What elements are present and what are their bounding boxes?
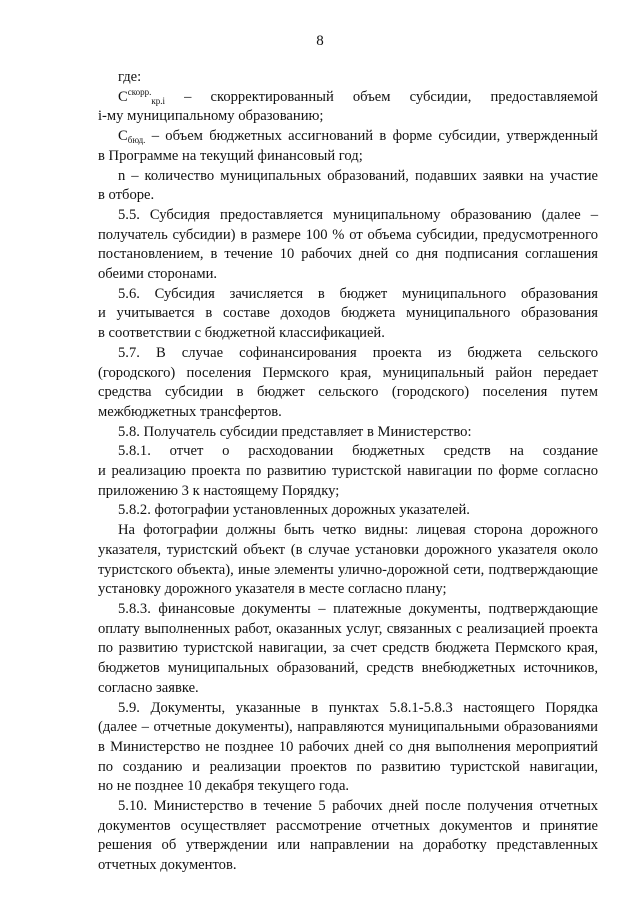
paragraph-line: в Министерство не позднее 10 рабочих дней со дня выполнения мероприятий: [98, 738, 598, 755]
paragraph-line: На фотографии должны быть четко видны: лицевая сторона дорожного: [118, 522, 598, 539]
paragraph-line: в соответствии с бюджетной классификацией.: [98, 325, 385, 342]
formula-symbol: С: [118, 128, 128, 145]
paragraph-line: 5.5. Субсидия предоставляется муниципальному образованию (далее –: [118, 206, 598, 223]
paragraphs: [98, 206, 598, 876]
paragraph-line: 5.7. В случае софинансирования проекта из бюджета сельского: [118, 344, 598, 361]
paragraph-line: средства субсидии в бюджет сельского (городского) поселения путем: [98, 384, 598, 401]
paragraph-p583: [98, 600, 598, 699]
paragraph-line: (городского) поселения Пермского края, муниципальный район передает: [98, 364, 598, 381]
page-number: 8: [316, 33, 324, 49]
paragraph-line: 5.8.3. финансовые документы – платежные документы, подтверждающие: [118, 600, 598, 617]
paragraph-line: по созданию и реализации проектов по развитию туристской навигации,: [98, 758, 598, 775]
where-label: где:: [118, 69, 142, 85]
paragraph-line: 5.8. Получатель субсидии представляет в Министерство:: [118, 423, 472, 440]
paragraph-p58: [118, 423, 598, 443]
paragraph-line: 5.9. Документы, указанные в пунктах 5.8.1-5.8.3 настоящего Порядка: [118, 699, 598, 716]
paragraph-line: обеими сторонами.: [98, 266, 218, 283]
paragraph-line: приложению 3 к настоящему Порядку;: [98, 482, 340, 499]
paragraph-line: и учитывается в составе доходов бюджета муниципального образования: [98, 305, 598, 322]
paragraph-line: и реализацию проекта по развитию туристской навигации по форме согласно: [98, 463, 598, 480]
paragraph-line: но не позднее 10 декабря текущего года.: [98, 778, 350, 795]
paragraph-line: бюджетов муниципальных образований, средств внебюджетных источников,: [98, 660, 598, 677]
paragraph-line: отчетных документов.: [98, 857, 237, 874]
paragraph-p581: [98, 442, 598, 501]
paragraph-p582b: [98, 521, 598, 600]
paragraph-p510: [98, 797, 598, 876]
document-body: [98, 68, 598, 876]
formula-superscript: скорр.: [127, 86, 152, 97]
paragraph-line: получатель субсидии) в размере 100 % от объема субсидии, предусмотренного: [98, 226, 598, 243]
paragraph-line: (далее – отчетные документы), направляются муниципальными образованиями: [98, 719, 598, 736]
paragraph-line: установку дорожного указателя в месте согласно плану;: [98, 581, 447, 598]
paragraph-line: постановлением, в течение 10 рабочих дней со дня подписания соглашения: [98, 246, 598, 263]
paragraph-line: документов осуществляет рассмотрение отчетных документов и принятие: [98, 817, 598, 834]
paragraph-line: указателя, туристский объект (в случае установки дорожного указателя около: [98, 541, 598, 558]
formula-line-cbud-cont: в Программе на текущий финансовый год;: [98, 147, 363, 164]
paragraph-line: согласно заявке.: [98, 679, 199, 696]
paragraph-line: решения об утверждении или направлении на доработку представленных: [98, 837, 598, 854]
paragraph-line: 5.8.2. фотографии установленных дорожных указателей.: [118, 502, 470, 519]
paragraph-line: межбюджетных трансфертов.: [98, 403, 282, 420]
formula-line-ckorr-cont: i-му муниципальному образованию;: [98, 108, 324, 125]
paragraph-p56: [98, 285, 598, 344]
formula-subscript: кр.i: [151, 95, 166, 106]
formula-definition: – скорректированный объем субсидии, предоставляемой: [165, 88, 598, 105]
formula-subscript: бюд.: [127, 135, 146, 146]
formula-definition: – объем бюджетных ассигнований в форме субсидии, утвержденный: [145, 128, 598, 145]
paragraph-line: 5.6. Субсидия зачисляется в бюджет муниципального образования: [118, 285, 598, 302]
paragraph-line: 5.8.1. отчет о расходовании бюджетных средств на создание: [118, 443, 598, 460]
n-definition-cont: в отборе.: [98, 187, 155, 204]
paragraph-line: оплату выполненных работ, оказанных услуг, связанных с реализацией проекта: [98, 620, 598, 637]
paragraph-p582: [118, 501, 598, 521]
formula-symbol: С: [118, 88, 128, 105]
paragraph-p55: [98, 206, 598, 285]
paragraph-p59: [98, 699, 598, 798]
paragraph-line: 5.10. Министерство в течение 5 рабочих дней после получения отчетных: [118, 798, 598, 815]
paragraph-line: по развитию туристской навигации, за счет средств бюджета Пермского края,: [98, 640, 598, 657]
formula-line-ckorr: [118, 88, 598, 108]
formula-line-cbud: [118, 127, 598, 147]
n-definition: n – количество муниципальных образований, подавших заявки на участие: [118, 167, 598, 184]
paragraph-line: туристского объекта), иные элементы улично-дорожной сети, подтверждающие: [98, 561, 598, 578]
paragraph-p57: [98, 344, 598, 423]
